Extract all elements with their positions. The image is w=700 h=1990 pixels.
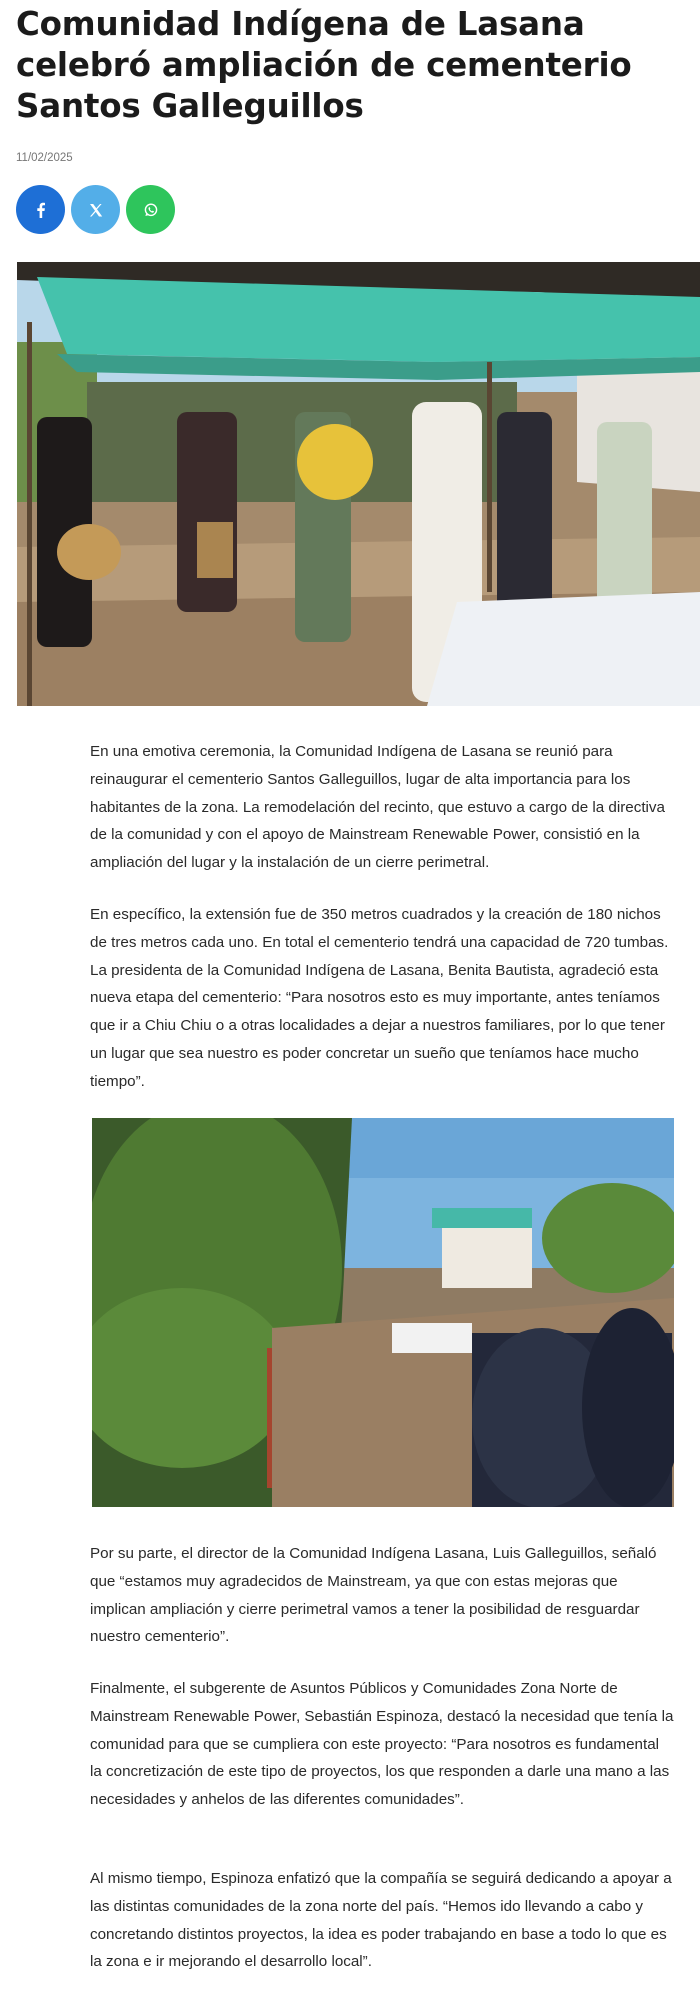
whatsapp-icon [143, 202, 159, 218]
paragraph-4: Finalmente, el subgerente de Asuntos Públicos y Comunidades Zona Norte de Mainstream Renewable Power, Sebastián Espinoza, destacó la necesidad que tenía la comunidad para que se cumpliera con este proyecto: “Para nosotros es fundamental la concretización de este tipo de proyectos, los que responden a darle una mano a las necesidades y anhelos de las diferentes comunidades”. [90, 1680, 674, 1809]
paragraph-1: En una emotiva ceremonia, la Comunidad Indígena de Lasana se reunió para reinaugurar el cementerio Santos Galleguillos, lugar de alta importancia para los habitantes de la zona. La remodelación del recinto, que estuvo a cargo de la directiva de la comunidad y con el apoyo de Mainstream Renewable Power, consistió en la ampliación del lugar y la instalación de un cierre perimetral. [90, 743, 665, 872]
publish-date: 11/02/2025 [16, 152, 73, 164]
paragraph-3: Por su parte, el director de la Comunidad Indígena Lasana, Luis Galleguillos, señaló que “estamos muy agradecidos de Mainstream, ya que con estas mejoras que implican ampliación y cierre perimetral vamos a tener la posibilidad de resguardar nuestro cementerio”. [90, 1545, 657, 1646]
paragraph-5: Al mismo tiempo, Espinoza enfatizó que la compañía se seguirá dedicando a apoyar a las distintas comunidades de la zona norte del país. “Hemos ido llevando a cabo y concretando distintos proyectos, la idea es poder trabajando en base a todo lo que es la zona e ir mejorando el desarrollo local”. [90, 1870, 672, 1971]
x-icon [88, 202, 104, 218]
x-share-button[interactable] [71, 185, 120, 234]
article-title: Comunidad Indígena de Lasana celebró ampliación de cementerio Santos Galleguillos [16, 5, 632, 125]
share-buttons [16, 185, 175, 234]
ceremony-photo [17, 262, 700, 706]
facebook-share-button[interactable] [16, 185, 65, 234]
facebook-icon [33, 202, 49, 218]
paragraph-2: En específico, la extensión fue de 350 metros cuadrados y la creación de 180 nichos de tres metros cada uno. En total el cementerio tendrá una capacidad de 720 tumbas. La presidenta de la Comunidad Indígena de Lasana, Benita Bautista, agradeció esta nueva etapa del cementerio: “Para nosotros esto es muy importante, antes teníamos que ir a Chiu Chiu o a otras localidades a dejar a nuestros familiares, por lo que tener un lugar que sea nuestro es poder concretar un sueño que teníamos hace mucho tiempo”. [90, 906, 669, 1090]
whatsapp-share-button[interactable] [126, 185, 175, 234]
gathering-photo [92, 1118, 674, 1507]
